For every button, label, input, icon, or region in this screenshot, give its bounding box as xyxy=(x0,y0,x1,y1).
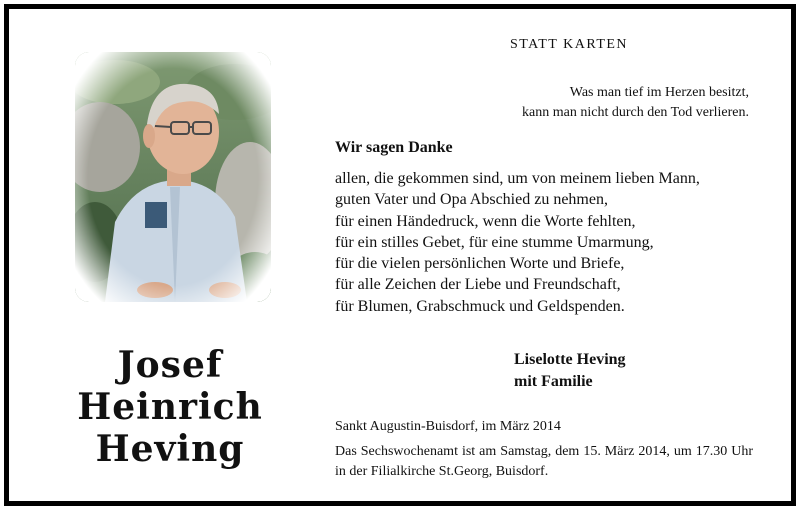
signature-family: mit Familie xyxy=(514,373,593,390)
thanks-line: für die vielen persönlichen Worte und Briefe, xyxy=(335,255,625,273)
quote-line-2: kann man nicht durch den Tod verlieren. xyxy=(522,105,749,120)
memorial-service-notice: Das Sechswochenamt ist am Samstag, dem 15. März 2014, um 17.30 Uhr in der Filialkirche St.Georg, Buisdorf. xyxy=(335,444,753,479)
memorial-quote xyxy=(429,83,749,123)
obituary-card xyxy=(4,4,796,506)
quote-line-1: Was man tief im Herzen besitzt, xyxy=(569,85,749,100)
thanks-text xyxy=(335,168,755,317)
place-and-date: Sankt Augustin-Buisdorf, im März 2014 xyxy=(335,419,561,434)
signature xyxy=(514,349,626,393)
thanks-line: für alle Zeichen der Liebe und Freundschaft, xyxy=(335,276,621,294)
portrait-illustration xyxy=(75,52,271,302)
thanks-title: Wir sagen Danke xyxy=(335,139,453,156)
thanks-line: allen, die gekommen sind, um von meinem lieben Mann, xyxy=(335,170,700,187)
statt-karten-heading: STATT KARTEN xyxy=(509,37,629,52)
deceased-first-names: Josef Heinrich xyxy=(77,344,263,428)
thanks-line: für Blumen, Grabschmuck und Geldspenden. xyxy=(335,297,625,315)
deceased-surname: Heving xyxy=(95,428,245,470)
thanks-line: für ein stilles Gebet, für eine stumme Umarmung, xyxy=(335,233,654,251)
thanks-line: für einen Händedruck, wenn die Worte fehlten, xyxy=(335,212,636,230)
portrait-photo xyxy=(75,52,271,302)
deceased-name xyxy=(25,344,315,470)
signature-name: Liselotte Heving xyxy=(514,351,626,368)
thanks-line: guten Vater und Opa Abschied zu nehmen, xyxy=(335,191,608,209)
